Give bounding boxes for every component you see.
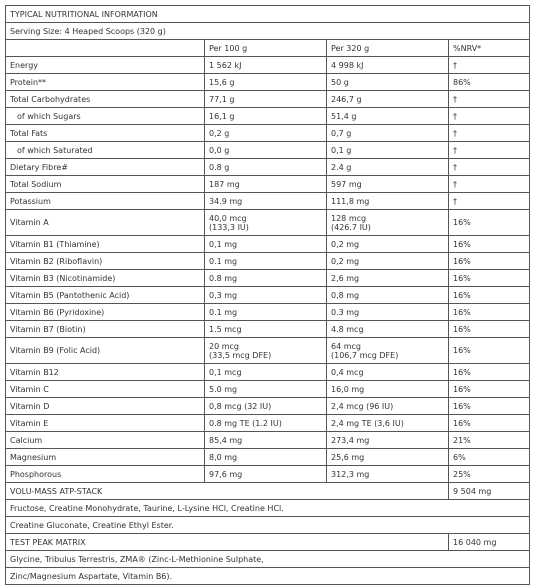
table-title: TYPICAL NUTRITIONAL INFORMATION xyxy=(6,6,530,23)
nrv-value-text: 16% xyxy=(453,256,471,266)
nutrient-name xyxy=(6,466,205,483)
nutrient-row xyxy=(6,159,530,176)
per320-value xyxy=(327,287,449,304)
nrv-value-text: 16% xyxy=(453,346,471,355)
per320-value-text: 4.8 mcg xyxy=(331,324,364,334)
nutrient-name-text: Protein** xyxy=(10,77,47,87)
blend-ingredients: Creatine Gluconate, Creatine Ethyl Ester. xyxy=(6,517,530,534)
nutrient-name xyxy=(6,57,205,74)
per320-value-text: 4 998 kJ xyxy=(331,60,364,70)
nutrient-name xyxy=(6,142,205,159)
nutrient-row xyxy=(6,381,530,398)
nutrient-row xyxy=(6,142,530,159)
nutrient-name xyxy=(6,381,205,398)
nutrient-row xyxy=(6,449,530,466)
per100-value-text: 0,8 mcg (32 IU) xyxy=(209,401,272,411)
per100-value-text: 0,1 mg xyxy=(209,239,238,249)
per100-value xyxy=(205,176,327,193)
nutrient-row xyxy=(6,236,530,253)
per320-value xyxy=(327,142,449,159)
blend-row xyxy=(6,534,530,551)
per100-value xyxy=(205,253,327,270)
per100-value xyxy=(205,108,327,125)
nutrient-name-text: Phosphorous xyxy=(10,469,62,479)
per100-value xyxy=(205,338,327,364)
nutrient-row xyxy=(6,287,530,304)
per100-value xyxy=(205,304,327,321)
nrv-value xyxy=(449,125,530,142)
per320-value xyxy=(327,466,449,483)
nutrient-name xyxy=(6,415,205,432)
nutrient-name-text: Vitamin B7 (Biotin) xyxy=(10,324,86,334)
nutrient-row xyxy=(6,74,530,91)
nutrient-name xyxy=(6,270,205,287)
nutrient-name xyxy=(6,398,205,415)
nrv-value-text: 16% xyxy=(453,290,471,300)
per100-value-text: 187 mg xyxy=(209,179,240,189)
nrv-value xyxy=(449,176,530,193)
nutrient-name-text: Vitamin C xyxy=(10,384,49,394)
per320-value xyxy=(327,125,449,142)
nrv-value-text: 16% xyxy=(453,218,471,227)
header-cell-per100: Per 100 g xyxy=(205,40,327,57)
per100-value-text: 15,6 g xyxy=(209,77,235,87)
blend-ingredients: Fructose, Creatine Monohydrate, Taurine, L-Lysine HCl, Creatine HCl. xyxy=(6,500,530,517)
per100-value-text: 0.1 mg xyxy=(209,307,238,317)
nrv-value xyxy=(449,398,530,415)
nrv-value-text: 16% xyxy=(453,367,471,377)
nutrient-row xyxy=(6,57,530,74)
nutrient-name xyxy=(6,338,205,364)
nutrient-name xyxy=(6,321,205,338)
header-cell-nrv: %NRV* xyxy=(449,40,530,57)
nrv-value xyxy=(449,381,530,398)
header-cell-nutrient xyxy=(6,40,205,57)
blend-ingredients-row xyxy=(6,551,530,568)
nutrient-name-text: Total Carbohydrates xyxy=(10,94,91,104)
nutrient-name xyxy=(6,432,205,449)
nutrient-name-text: Vitamin B9 (Folic Acid) xyxy=(10,346,101,355)
nrv-value-text: 21% xyxy=(453,435,471,445)
per320-value xyxy=(327,193,449,210)
nutrient-row xyxy=(6,193,530,210)
nutrient-name xyxy=(6,193,205,210)
per320-value xyxy=(327,432,449,449)
per100-value-text: 0,0 g xyxy=(209,145,230,155)
per100-value xyxy=(205,74,327,91)
nrv-value xyxy=(449,159,530,176)
per320-value xyxy=(327,270,449,287)
per320-value xyxy=(327,74,449,91)
nrv-value xyxy=(449,236,530,253)
table-title-row xyxy=(6,6,530,23)
nutrient-name xyxy=(6,108,205,125)
per100-value-text: 40,0 mcg xyxy=(209,213,247,223)
per320-value-text: 25,6 mg xyxy=(331,452,365,462)
nrv-value-text: 16% xyxy=(453,324,471,334)
nutrient-name-text: Vitamin A xyxy=(10,218,49,227)
nrv-value-text: 16% xyxy=(453,273,471,283)
blend-ingredients-row xyxy=(6,517,530,534)
per320-value-text: 2,6 mg xyxy=(331,273,360,283)
nutrient-name-text: Vitamin D xyxy=(10,401,50,411)
per320-value xyxy=(327,321,449,338)
per320-value xyxy=(327,304,449,321)
nutrient-name xyxy=(6,253,205,270)
nutrient-name-text: Vitamin B12 xyxy=(10,367,59,377)
per100-value xyxy=(205,91,327,108)
nrv-value xyxy=(449,210,530,236)
nutrient-name-text: Calcium xyxy=(10,435,43,445)
per100-value xyxy=(205,236,327,253)
per320-value-text: 0,7 g xyxy=(331,128,352,138)
blend-row xyxy=(6,483,530,500)
nutrient-row xyxy=(6,432,530,449)
per100-value-text: 20 mcg xyxy=(209,341,239,351)
per100-value xyxy=(205,270,327,287)
nutrient-name-text: Energy xyxy=(10,60,39,70)
per100-value xyxy=(205,449,327,466)
nutrient-row xyxy=(6,466,530,483)
nrv-value-text: 6% xyxy=(453,452,466,462)
per320-value-text: 16,0 mg xyxy=(331,384,365,394)
per320-value-text: 0,2 mg xyxy=(331,256,360,266)
per320-value xyxy=(327,398,449,415)
nrv-value xyxy=(449,338,530,364)
per320-value xyxy=(327,415,449,432)
nrv-value-text: 86% xyxy=(453,77,471,87)
nutrient-name xyxy=(6,74,205,91)
nrv-value xyxy=(449,364,530,381)
nrv-value-text: † xyxy=(453,196,457,206)
serving-size: Serving Size: 4 Heaped Scoops (320 g) xyxy=(6,23,530,40)
nutrient-row xyxy=(6,108,530,125)
nrv-value-text: 16% xyxy=(453,307,471,317)
per320-value xyxy=(327,253,449,270)
per100-value xyxy=(205,321,327,338)
per320-value xyxy=(327,338,449,364)
nutrient-name-text: of which Sugars xyxy=(17,111,81,121)
per100-value xyxy=(205,142,327,159)
per100-value-text: 34.9 mg xyxy=(209,196,243,206)
nrv-value xyxy=(449,321,530,338)
per320-value-text: 64 mcg xyxy=(331,341,361,351)
nrv-value xyxy=(449,57,530,74)
blend-ingredients: Glycine, Tribulus Terrestris, ZMA® (Zinc-L-Methionine Sulphate, xyxy=(6,551,530,568)
nrv-value xyxy=(449,142,530,159)
nrv-value xyxy=(449,253,530,270)
per100-value-text: 16,1 g xyxy=(209,111,235,121)
per320-value-text: 50 g xyxy=(331,77,349,87)
per320-value xyxy=(327,57,449,74)
nutrient-name-text: Potassium xyxy=(10,196,51,206)
per320-value-text: 597 mg xyxy=(331,179,362,189)
per100-value-text: 1 562 kJ xyxy=(209,60,242,70)
per320-value-subtext: (426.7 IU) xyxy=(331,222,371,232)
nutrient-name xyxy=(6,176,205,193)
nrv-value-text: 16% xyxy=(453,418,471,428)
nrv-value-text: 16% xyxy=(453,239,471,249)
per100-value-text: 0.8 mg xyxy=(209,273,238,283)
blend-ingredients-row xyxy=(6,500,530,517)
nutrient-name xyxy=(6,210,205,236)
blend-ingredients-row xyxy=(6,568,530,585)
blend-name: TEST PEAK MATRIX xyxy=(6,534,449,551)
per320-value-text: 51,4 g xyxy=(331,111,357,121)
per100-value-text: 85,4 mg xyxy=(209,435,243,445)
per320-value-text: 273,4 mg xyxy=(331,435,370,445)
per320-value xyxy=(327,236,449,253)
nrv-value xyxy=(449,108,530,125)
per320-value xyxy=(327,159,449,176)
per320-value-text: 246,7 g xyxy=(331,94,362,104)
per100-value-text: 8,0 mg xyxy=(209,452,238,462)
nutrient-name xyxy=(6,125,205,142)
per100-value-text: 1.5 mcg xyxy=(209,324,242,334)
blend-ingredients: Zinc/Magnesium Aspartate, Vitamin B6). xyxy=(6,568,530,585)
nutrient-row xyxy=(6,176,530,193)
nrv-value xyxy=(449,91,530,108)
per100-value xyxy=(205,466,327,483)
nutrient-name-text: Magnesium xyxy=(10,452,57,462)
nutrient-row xyxy=(6,321,530,338)
per320-value xyxy=(327,449,449,466)
per320-value xyxy=(327,210,449,236)
per320-value xyxy=(327,91,449,108)
nutrient-row xyxy=(6,398,530,415)
per100-value-text: 97,6 mg xyxy=(209,469,243,479)
nrv-value xyxy=(449,270,530,287)
nrv-value xyxy=(449,193,530,210)
per100-value xyxy=(205,193,327,210)
per100-value xyxy=(205,159,327,176)
nutrient-row xyxy=(6,304,530,321)
nrv-value-text: † xyxy=(453,60,457,70)
serving-size-row xyxy=(6,23,530,40)
header-row xyxy=(6,40,530,57)
nutrient-name xyxy=(6,159,205,176)
per100-value-text: 0,3 mg xyxy=(209,290,238,300)
nrv-value xyxy=(449,432,530,449)
per100-value-text: 0.8 mg TE (1.2 IU) xyxy=(209,418,282,428)
nutrient-row xyxy=(6,415,530,432)
nrv-value-text: 25% xyxy=(453,469,471,479)
per320-value-text: 128 mcg xyxy=(331,213,367,223)
per320-value-text: 2.4 g xyxy=(331,162,352,172)
nutrient-name-text: Vitamin B2 (Riboflavin) xyxy=(10,256,103,266)
per100-value xyxy=(205,432,327,449)
per320-value-subtext: (106,7 mcg DFE) xyxy=(331,350,399,360)
nutrient-row xyxy=(6,125,530,142)
per320-value xyxy=(327,364,449,381)
per100-value xyxy=(205,287,327,304)
nrv-value-text: † xyxy=(453,111,457,121)
per100-value-subtext: (133,3 IU) xyxy=(209,222,249,232)
nrv-value-text: † xyxy=(453,128,457,138)
nrv-value-text: † xyxy=(453,94,457,104)
per320-value-text: 0,4 mcg xyxy=(331,367,364,377)
nrv-value-text: † xyxy=(453,162,457,172)
nutrient-row xyxy=(6,210,530,236)
per320-value-text: 0,2 mg xyxy=(331,239,360,249)
per100-value-text: 5.0 mg xyxy=(209,384,238,394)
nrv-value-text: † xyxy=(453,179,457,189)
per100-value-text: 77,1 g xyxy=(209,94,235,104)
nutrient-name-text: Total Fats xyxy=(10,128,48,138)
nutrient-name xyxy=(6,236,205,253)
nutrient-name-text: Vitamin B1 (Thiamine) xyxy=(10,239,100,249)
per100-value xyxy=(205,398,327,415)
nrv-value xyxy=(449,74,530,91)
nutrient-row xyxy=(6,270,530,287)
nutrient-row xyxy=(6,338,530,364)
per100-value-text: 0,1 mcg xyxy=(209,367,242,377)
per100-value xyxy=(205,415,327,432)
per320-value-text: 2,4 mg TE (3,6 IU) xyxy=(331,418,404,428)
per100-value-text: 0,2 g xyxy=(209,128,230,138)
nutrient-name xyxy=(6,449,205,466)
nrv-value-text: 16% xyxy=(453,401,471,411)
per100-value-subtext: (33,5 mcg DFE) xyxy=(209,350,272,360)
nutrient-name-text: of which Saturated xyxy=(17,145,93,155)
nutrient-row xyxy=(6,253,530,270)
per320-value-text: 312,3 mg xyxy=(331,469,370,479)
per320-value-text: 111,8 mg xyxy=(331,196,370,206)
header-cell-per320: Per 320 g xyxy=(327,40,449,57)
per100-value-text: 0.1 mg xyxy=(209,256,238,266)
nutrient-name xyxy=(6,364,205,381)
nrv-value xyxy=(449,287,530,304)
nutrient-name-text: Total Sodium xyxy=(10,179,62,189)
nutrient-name xyxy=(6,91,205,108)
nutrient-name-text: Dietary Fibre# xyxy=(10,162,68,172)
per100-value xyxy=(205,125,327,142)
blend-amount: 9 504 mg xyxy=(449,483,530,500)
per320-value-text: 0.3 mg xyxy=(331,307,360,317)
nutrient-name-text: Vitamin E xyxy=(10,418,49,428)
per320-value xyxy=(327,108,449,125)
per320-value-text: 0,8 mg xyxy=(331,290,360,300)
per100-value xyxy=(205,57,327,74)
nrv-value xyxy=(449,466,530,483)
nutrient-name xyxy=(6,304,205,321)
nutrient-name-text: Vitamin B6 (Pyridoxine) xyxy=(10,307,105,317)
per100-value xyxy=(205,381,327,398)
per320-value xyxy=(327,381,449,398)
nutrient-row xyxy=(6,91,530,108)
per320-value-text: 2,4 mcg (96 IU) xyxy=(331,401,394,411)
nrv-value xyxy=(449,415,530,432)
nutrient-name-text: Vitamin B3 (Nicotinamide) xyxy=(10,273,116,283)
blend-name: VOLU-MASS ATP-STACK xyxy=(6,483,449,500)
per100-value xyxy=(205,210,327,236)
nrv-value-text: 16% xyxy=(453,384,471,394)
nutrient-row xyxy=(6,364,530,381)
nutrition-table xyxy=(5,5,530,585)
nrv-value xyxy=(449,304,530,321)
per100-value-text: 0.8 g xyxy=(209,162,230,172)
nutrient-name xyxy=(6,287,205,304)
per320-value-text: 0,1 g xyxy=(331,145,352,155)
per100-value xyxy=(205,364,327,381)
blend-amount: 16 040 mg xyxy=(449,534,530,551)
nrv-value xyxy=(449,449,530,466)
nrv-value-text: † xyxy=(453,145,457,155)
per320-value xyxy=(327,176,449,193)
nutrient-name-text: Vitamin B5 (Pantothenic Acid) xyxy=(10,290,130,300)
